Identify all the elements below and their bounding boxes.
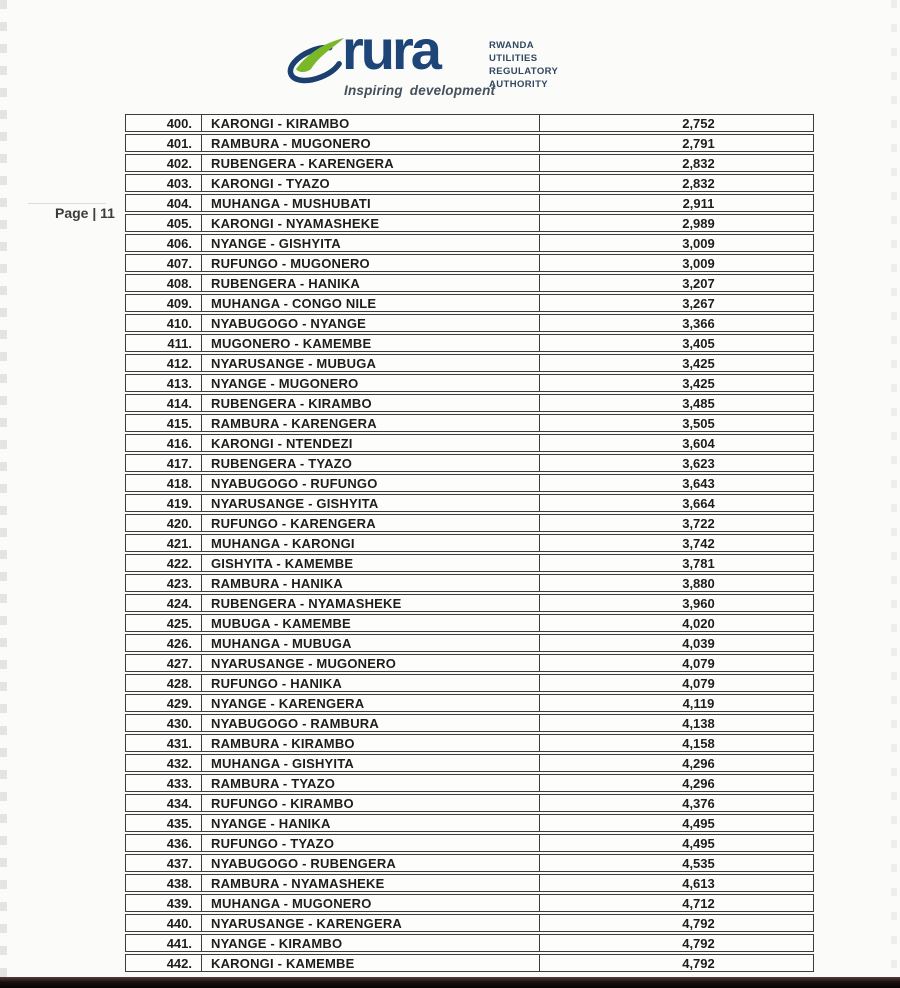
table-row	[125, 114, 814, 132]
route-cell: KARONGI - NYAMASHEKE	[202, 215, 540, 231]
route-cell: NYABUGOGO - RUBENGERA	[202, 855, 540, 871]
route-cell: RUFUNGO - KIRAMBO	[202, 795, 540, 811]
route-cell: GISHYITA - KAMEMBE	[202, 555, 540, 571]
value-cell: 2,911	[682, 195, 715, 211]
value-cell: 3,623	[682, 455, 715, 471]
value-cell: 3,485	[682, 395, 715, 411]
table-row	[125, 494, 814, 512]
table-row	[125, 454, 814, 472]
route-cell: NYARUSANGE - GISHYITA	[202, 495, 540, 511]
value-cell: 2,791	[682, 135, 715, 151]
route-cell: NYANGE - MUGONERO	[202, 375, 540, 391]
route-cell: RAMBURA - NYAMASHEKE	[202, 875, 540, 891]
row-number-cell: 439.	[126, 895, 202, 911]
value-cell: 2,832	[682, 175, 715, 191]
value-cell: 3,405	[682, 335, 715, 351]
table-row	[125, 634, 814, 652]
row-number-cell: 410.	[126, 315, 202, 331]
row-number-cell: 436.	[126, 835, 202, 851]
value-cell: 3,880	[682, 575, 715, 591]
row-number-cell: 415.	[126, 415, 202, 431]
org-line-2: UTILITIES	[489, 53, 538, 64]
table-row	[125, 874, 814, 892]
route-cell: NYANGE - HANIKA	[202, 815, 540, 831]
table-row	[125, 954, 814, 972]
table-row	[125, 654, 814, 672]
row-number-cell: 441.	[126, 935, 202, 951]
route-cell: NYARUSANGE - MUGONERO	[202, 655, 540, 671]
value-cell: 4,792	[682, 955, 715, 971]
value-cell: 3,009	[682, 255, 715, 271]
table-row	[125, 694, 814, 712]
row-number-cell: 437.	[126, 855, 202, 871]
row-number-cell: 425.	[126, 615, 202, 631]
table-row	[125, 894, 814, 912]
value-cell: 4,296	[682, 755, 715, 771]
row-number-cell: 414.	[126, 395, 202, 411]
value-cell: 4,495	[682, 835, 715, 851]
route-cell: RAMBURA - KARENGERA	[202, 415, 540, 431]
table-row	[125, 594, 814, 612]
table-row	[125, 234, 814, 252]
org-line-3: REGULATORY	[489, 66, 559, 77]
org-line-1: RWANDA	[489, 40, 534, 51]
table-row	[125, 674, 814, 692]
row-number-cell: 409.	[126, 295, 202, 311]
table-row	[125, 914, 814, 932]
row-number-cell: 401.	[126, 135, 202, 151]
route-cell: RAMBURA - KIRAMBO	[202, 735, 540, 751]
value-cell: 3,009	[682, 235, 715, 251]
table-row	[125, 214, 814, 232]
value-cell: 3,781	[682, 555, 715, 571]
table-row	[125, 194, 814, 212]
route-cell: RUBENGERA - HANIKA	[202, 275, 540, 291]
scan-edge-artifact-right	[891, 0, 897, 988]
value-cell: 4,712	[682, 895, 715, 911]
route-cell: NYANGE - KIRAMBO	[202, 935, 540, 951]
route-cell: NYABUGOGO - RUFUNGO	[202, 475, 540, 491]
value-cell: 4,158	[682, 735, 715, 751]
row-number-cell: 427.	[126, 655, 202, 671]
page-number-label: Page | 11	[55, 205, 115, 221]
value-cell: 3,742	[682, 535, 715, 551]
logo-wordmark: rura	[342, 18, 439, 81]
route-cell: RUBENGERA - TYAZO	[202, 455, 540, 471]
row-number-cell: 417.	[126, 455, 202, 471]
table-row	[125, 254, 814, 272]
route-cell: MUHANGA - MUBUGA	[202, 635, 540, 651]
table-row	[125, 774, 814, 792]
route-cell: MUGONERO - KAMEMBE	[202, 335, 540, 351]
value-cell: 3,425	[682, 375, 715, 391]
value-cell: 4,079	[682, 675, 715, 691]
value-cell: 3,643	[682, 475, 715, 491]
route-cell: RUBENGERA - NYAMASHEKE	[202, 595, 540, 611]
route-cell: RAMBURA - HANIKA	[202, 575, 540, 591]
table-row	[125, 614, 814, 632]
row-number-cell: 418.	[126, 475, 202, 491]
route-cell: MUHANGA - KARONGI	[202, 535, 540, 551]
route-cell: MUHANGA - GISHYITA	[202, 755, 540, 771]
table-row	[125, 174, 814, 192]
rura-logo	[284, 18, 624, 106]
row-number-cell: 411.	[126, 335, 202, 351]
row-number-cell: 405.	[126, 215, 202, 231]
table-row	[125, 514, 814, 532]
table-row	[125, 794, 814, 812]
value-cell: 4,792	[682, 935, 715, 951]
table-row	[125, 274, 814, 292]
route-cell: RUFUNGO - HANIKA	[202, 675, 540, 691]
route-cell: NYANGE - KARENGERA	[202, 695, 540, 711]
table-row	[125, 134, 814, 152]
row-number-cell: 430.	[126, 715, 202, 731]
value-cell: 4,495	[682, 815, 715, 831]
value-cell: 3,960	[682, 595, 715, 611]
row-number-cell: 428.	[126, 675, 202, 691]
value-cell: 3,267	[682, 295, 715, 311]
route-cell: KARONGI - NTENDEZI	[202, 435, 540, 451]
row-number-cell: 422.	[126, 555, 202, 571]
value-cell: 4,613	[682, 875, 715, 891]
table-row	[125, 714, 814, 732]
logo-org-name	[489, 39, 558, 91]
table-row	[125, 154, 814, 172]
route-cell: RUFUNGO - MUGONERO	[202, 255, 540, 271]
scan-edge-artifact-left	[0, 0, 7, 988]
route-cell: NYARUSANGE - KARENGERA	[202, 915, 540, 931]
table-row	[125, 314, 814, 332]
value-cell: 3,664	[682, 495, 715, 511]
table-row	[125, 534, 814, 552]
value-cell: 4,039	[682, 635, 715, 651]
route-cell: RUBENGERA - KIRAMBO	[202, 395, 540, 411]
route-cell: RUFUNGO - TYAZO	[202, 835, 540, 851]
route-cell: RAMBURA - MUGONERO	[202, 135, 540, 151]
table-row	[125, 854, 814, 872]
route-cell: NYABUGOGO - NYANGE	[202, 315, 540, 331]
row-number-cell: 412.	[126, 355, 202, 371]
row-number-cell: 429.	[126, 695, 202, 711]
value-cell: 2,832	[682, 155, 715, 171]
value-cell: 2,752	[682, 115, 715, 131]
table-row	[125, 374, 814, 392]
route-cell: MUHANGA - MUSHUBATI	[202, 195, 540, 211]
value-cell: 4,376	[682, 795, 715, 811]
value-cell: 3,604	[682, 435, 715, 451]
route-cell: KARONGI - TYAZO	[202, 175, 540, 191]
table-row	[125, 834, 814, 852]
value-cell: 4,020	[682, 615, 715, 631]
row-number-cell: 421.	[126, 535, 202, 551]
table-row	[125, 734, 814, 752]
value-cell: 3,722	[682, 515, 715, 531]
route-cell: KARONGI - KAMEMBE	[202, 955, 540, 971]
row-number-cell: 438.	[126, 875, 202, 891]
row-number-cell: 408.	[126, 275, 202, 291]
table-row	[125, 754, 814, 772]
route-cell: RAMBURA - TYAZO	[202, 775, 540, 791]
value-cell: 4,119	[682, 695, 715, 711]
route-cell: MUHANGA - CONGO NILE	[202, 295, 540, 311]
logo-tagline: Inspiring development	[344, 83, 496, 98]
row-number-cell: 402.	[126, 155, 202, 171]
value-cell: 3,505	[682, 415, 715, 431]
row-number-cell: 400.	[126, 115, 202, 131]
table-row	[125, 414, 814, 432]
table-row	[125, 294, 814, 312]
value-cell: 3,207	[682, 275, 715, 291]
row-number-cell: 406.	[126, 235, 202, 251]
route-cell: NYARUSANGE - MUBUGA	[202, 355, 540, 371]
value-cell: 4,792	[682, 915, 715, 931]
table-row	[125, 554, 814, 572]
row-number-cell: 416.	[126, 435, 202, 451]
value-cell: 3,366	[682, 315, 715, 331]
scan-bottom-bar	[0, 977, 900, 988]
table-row	[125, 814, 814, 832]
row-number-cell: 420.	[126, 515, 202, 531]
row-number-cell: 431.	[126, 735, 202, 751]
value-cell: 4,138	[682, 715, 715, 731]
row-number-cell: 424.	[126, 595, 202, 611]
org-line-4: AUTHORITY	[489, 79, 549, 90]
route-cell: RUBENGERA - KARENGERA	[202, 155, 540, 171]
row-number-cell: 435.	[126, 815, 202, 831]
table-row	[125, 574, 814, 592]
value-cell: 3,425	[682, 355, 715, 371]
margin-rule	[28, 203, 106, 204]
row-number-cell: 419.	[126, 495, 202, 511]
row-number-cell: 434.	[126, 795, 202, 811]
row-number-cell: 407.	[126, 255, 202, 271]
row-number-cell: 403.	[126, 175, 202, 191]
value-cell: 4,079	[682, 655, 715, 671]
route-cell: NYANGE - GISHYITA	[202, 235, 540, 251]
table-row	[125, 394, 814, 412]
route-cell: KARONGI - KIRAMBO	[202, 115, 540, 131]
row-number-cell: 432.	[126, 755, 202, 771]
table-row	[125, 334, 814, 352]
value-cell: 4,535	[682, 855, 715, 871]
row-number-cell: 413.	[126, 375, 202, 391]
value-cell: 2,989	[682, 215, 715, 231]
row-number-cell: 423.	[126, 575, 202, 591]
row-number-cell: 442.	[126, 955, 202, 971]
row-number-cell: 426.	[126, 635, 202, 651]
route-cell: MUBUGA - KAMEMBE	[202, 615, 540, 631]
row-number-cell: 433.	[126, 775, 202, 791]
rates-table	[125, 114, 814, 974]
row-number-cell: 440.	[126, 915, 202, 931]
logo-swoosh-icon	[286, 36, 350, 86]
value-cell: 4,296	[682, 775, 715, 791]
route-cell: RUFUNGO - KARENGERA	[202, 515, 540, 531]
table-row	[125, 354, 814, 372]
row-number-cell: 404.	[126, 195, 202, 211]
route-cell: NYABUGOGO - RAMBURA	[202, 715, 540, 731]
route-cell: MUHANGA - MUGONERO	[202, 895, 540, 911]
table-row	[125, 474, 814, 492]
table-row	[125, 934, 814, 952]
table-row	[125, 434, 814, 452]
